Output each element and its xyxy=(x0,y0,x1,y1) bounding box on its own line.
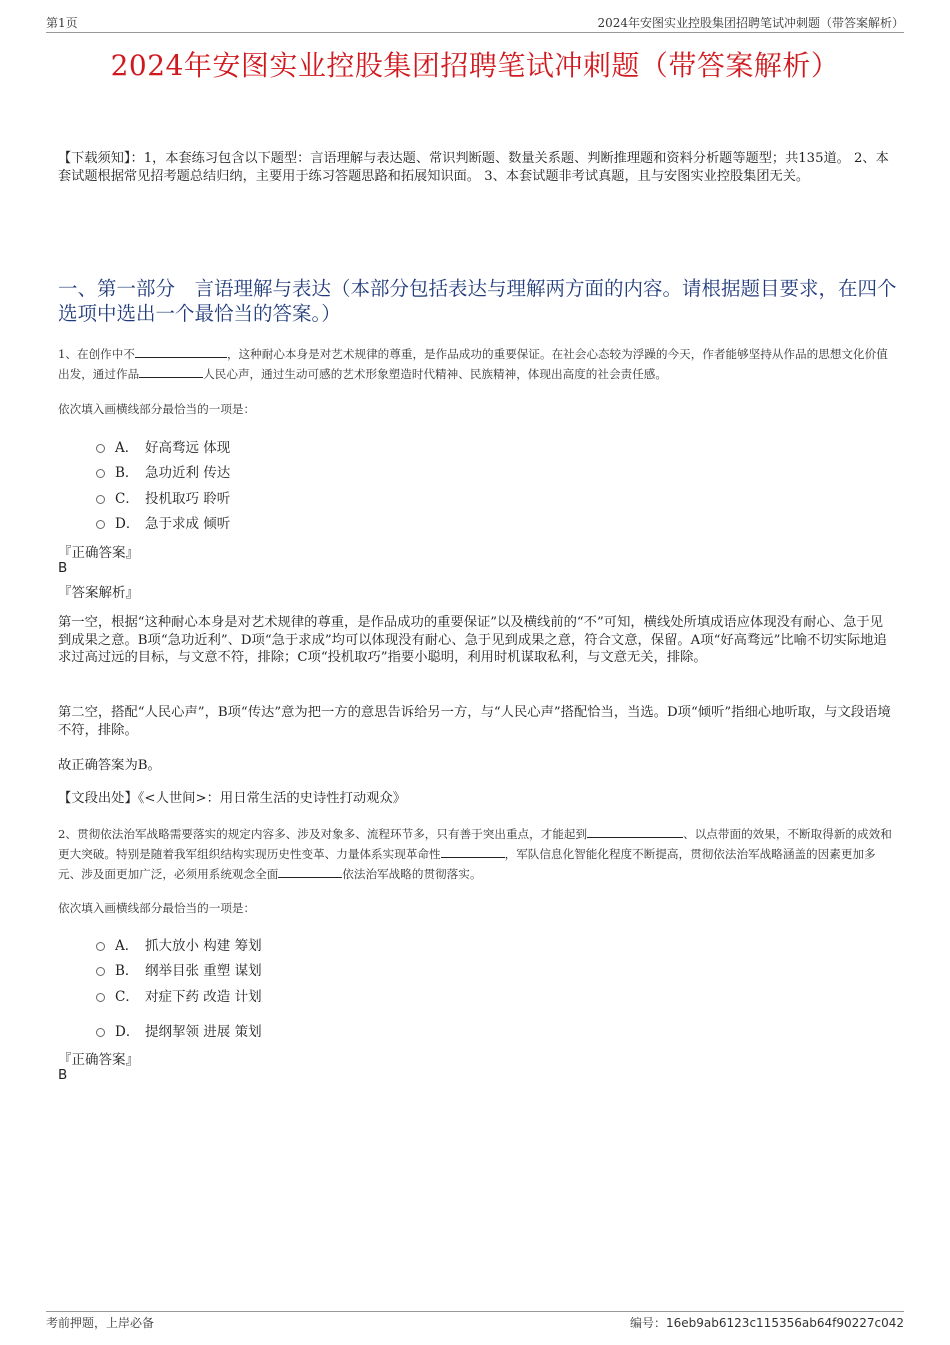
option-letter: B． xyxy=(115,465,139,481)
q1-option-c[interactable] xyxy=(96,487,230,507)
option-text: 提纲挈领 进展 策划 xyxy=(145,1024,262,1040)
q2-option-a[interactable] xyxy=(96,934,262,954)
q1-analysis-paragraph-1: 第一空，根据“这种耐心本身是对艺术规律的尊重，是作品成功的重要保证”以及横线前的“不”可知，横线处所填成语应体现没有耐心、急于见到成果之意。B项“急功近利”、D项“急于求成”均可以体现没有耐心、急于见到成果之意，符合文意，保留。A项“好高骛远”比喻不切实际地追求过高过远的目标，与文意不符，排除；C项“投机取巧”指要小聪明，利用时机谋取私利，与文意无关，排除。 xyxy=(58,615,887,665)
q1-option-d[interactable] xyxy=(96,512,230,532)
q1-option-a[interactable] xyxy=(96,436,230,456)
q2-stem-part-a: 2、贯彻依法治军战略需要落实的规定内容多、涉及对象多、流程环节多，只有善于突出重点，才能起到 xyxy=(58,827,588,841)
section-heading: 一、第一部分 言语理解与表达（本部分包括表达与理解两方面的内容。请根据题目要求，在四个选项中选出一个最恰当的答案。） xyxy=(58,277,897,325)
option-letter: D． xyxy=(115,1024,140,1040)
q1-stem-part-c: 人民心声，通过生动可感的艺术形象塑造时代精神、民族精神，体现出高度的社会责任感。 xyxy=(203,367,667,381)
radio-button[interactable] xyxy=(96,469,105,478)
option-text: 急功近利 传达 xyxy=(145,465,231,481)
q1-answer: B xyxy=(58,560,68,576)
q1-source: 【文段出处】《<人世间>：用日常生活的史诗性打动观众》 xyxy=(58,791,407,806)
q1-blank-2 xyxy=(139,365,203,378)
q1-answer-label: 『正确答案』 xyxy=(58,545,139,561)
option-letter: C． xyxy=(115,491,139,507)
option-letter: B． xyxy=(115,963,139,979)
code-value: 16eb9ab6123c115356ab64f90227c042 xyxy=(666,1316,904,1330)
radio-button[interactable] xyxy=(96,495,105,504)
footer-document-code xyxy=(630,1314,904,1331)
q1-option-b[interactable] xyxy=(96,461,230,481)
radio-button[interactable] xyxy=(96,967,105,976)
q2-stem-part-b: 、以点带面的效果，不断取得新的成效和更大突破。特别是随着我军组织结构实现历史性变革、力量体系实现革命性 xyxy=(58,827,892,861)
q2-answer: B xyxy=(58,1067,68,1083)
q2-answer-label: 『正确答案』 xyxy=(58,1052,139,1068)
option-letter: D． xyxy=(115,516,140,532)
q2-stem-part-d: 依法治军战略的贯彻落实。 xyxy=(342,867,482,881)
q2-option-d[interactable] xyxy=(96,1020,262,1040)
code-label: 编号： xyxy=(630,1316,667,1330)
q2-blank-1 xyxy=(587,825,683,838)
page-number: 第1页 xyxy=(46,16,78,30)
q1-analysis-paragraph-2: 第二空，搭配“人民心声”，B项“传达”意为把一方的意思告诉给另一方，与“人民心声”搭配恰当，当选。D项“倾听”指细心地听取，与文段语境不符，排除。 xyxy=(58,705,891,738)
q2-blank-3 xyxy=(278,865,342,878)
q1-analysis-conclusion: 故正确答案为B。 xyxy=(58,758,161,773)
radio-button[interactable] xyxy=(96,993,105,1002)
q2-blank-2 xyxy=(441,845,505,858)
document-title: 2024年安图实业控股集团招聘笔试冲刺题（带答案解析） xyxy=(110,49,840,82)
running-header-title: 2024年安图实业控股集团招聘笔试冲刺题（带答案解析） xyxy=(597,16,904,30)
option-letter: A． xyxy=(115,440,139,456)
option-letter: C． xyxy=(115,989,139,1005)
q2-option-b[interactable] xyxy=(96,959,262,979)
download-notice: 【下载须知】：1，本套练习包含以下题型：言语理解与表达题、常识判断题、数量关系题、判断推理题和资料分析题等题型；共135道。 2、本套试题根据常见招考题总结归纳，主要用于练习答题思路和拓展知识面。 3、本套试题非考试真题，且与安图实业控股集团无关。 xyxy=(58,151,889,184)
header-divider xyxy=(46,32,904,33)
q2-stem-part-c: ，军队信息化智能化程度不断提高，贯彻依法治军战略涵盖的因素更加多元、涉及面更加广泛，必须用系统观念全面 xyxy=(58,847,876,881)
q2-option-c[interactable] xyxy=(96,985,262,1005)
question-1-stem xyxy=(58,344,894,384)
option-text: 抓大放小 构建 筹划 xyxy=(145,938,262,954)
option-text: 纲举目张 重塑 谋划 xyxy=(145,963,262,979)
radio-button[interactable] xyxy=(96,942,105,951)
q1-instruction: 依次填入画横线部分最恰当的一项是： xyxy=(58,402,256,416)
radio-button[interactable] xyxy=(96,520,105,529)
footer-divider xyxy=(46,1311,904,1312)
radio-button[interactable] xyxy=(96,1028,105,1037)
option-letter: A． xyxy=(115,938,139,954)
option-text: 对症下药 改造 计划 xyxy=(145,989,262,1005)
radio-button[interactable] xyxy=(96,444,105,453)
q2-instruction: 依次填入画横线部分最恰当的一项是： xyxy=(58,901,256,915)
footer-slogan: 考前押题，上岸必备 xyxy=(46,1316,155,1330)
q1-analysis-label: 『答案解析』 xyxy=(58,585,139,601)
q1-stem-part-a: 1、在创作中不 xyxy=(58,347,135,361)
option-text: 好高骛远 体现 xyxy=(145,440,231,456)
q1-blank-1 xyxy=(135,345,227,358)
option-text: 投机取巧 聆听 xyxy=(145,491,231,507)
question-2-stem xyxy=(58,824,894,884)
option-text: 急于求成 倾听 xyxy=(145,516,231,532)
q1-stem-part-b: ，这种耐心本身是对艺术规律的尊重，是作品成功的重要保证。在社会心态较为浮躁的今天，作者能够坚持从作品的思想文化价值出发，通过作品 xyxy=(58,347,888,381)
